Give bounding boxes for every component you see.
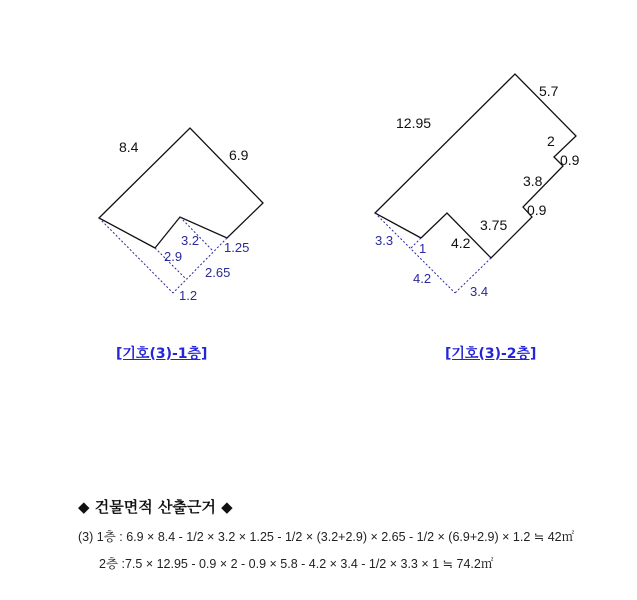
dim-label: 12.95 [396, 115, 432, 131]
dim-label: 4.2 [413, 271, 432, 286]
dim-label: 1 [419, 241, 427, 256]
dim-label: 2.9 [164, 249, 183, 264]
dim-label: 8.4 [119, 139, 139, 155]
calc-line-2f: 2층 :7.5 × 12.95 - 0.9 × 2 - 0.9 × 5.8 - 4.2 × 3.4 - 1/2 × 3.3 × 1 ≒ 74.2㎡ [99, 557, 494, 571]
dashed-lines-2f [375, 213, 491, 293]
outline-2f [375, 74, 576, 258]
dim-label: 4.2 [451, 235, 471, 251]
dim-label: 3.3 [375, 233, 394, 248]
dim-label: 3.75 [480, 217, 508, 233]
calc-line-1f: (3) 1층 : 6.9 × 8.4 - 1/2 × 3.2 × 1.25 - 1/2 × (3.2+2.9) × 2.65 - 1/2 × (6.9+2.9) × 1.2 ≒ 42㎡ [78, 530, 575, 544]
dim-label: 1.25 [224, 240, 250, 255]
dim-label: 0.9 [560, 152, 580, 168]
dim-label: 3.8 [523, 173, 543, 189]
dim-label: 3.4 [470, 284, 489, 299]
dim-label: 6.9 [229, 147, 249, 163]
dim-label: 0.9 [527, 202, 547, 218]
caption-1f: [기호(3)-1층] [116, 346, 208, 362]
section-heading: ◆ 건물면적 산출근거 ◆ [78, 498, 233, 516]
diagram-2f [375, 74, 580, 299]
diagram-1f [99, 128, 263, 303]
dim-label: 2.65 [205, 265, 231, 280]
dim-label: 1.2 [179, 288, 198, 303]
caption-2f: [기호(3)-2층] [445, 346, 537, 362]
dim-label: 2 [547, 133, 555, 149]
dim-label: 3.2 [181, 233, 200, 248]
dim-label: 5.7 [539, 83, 559, 99]
